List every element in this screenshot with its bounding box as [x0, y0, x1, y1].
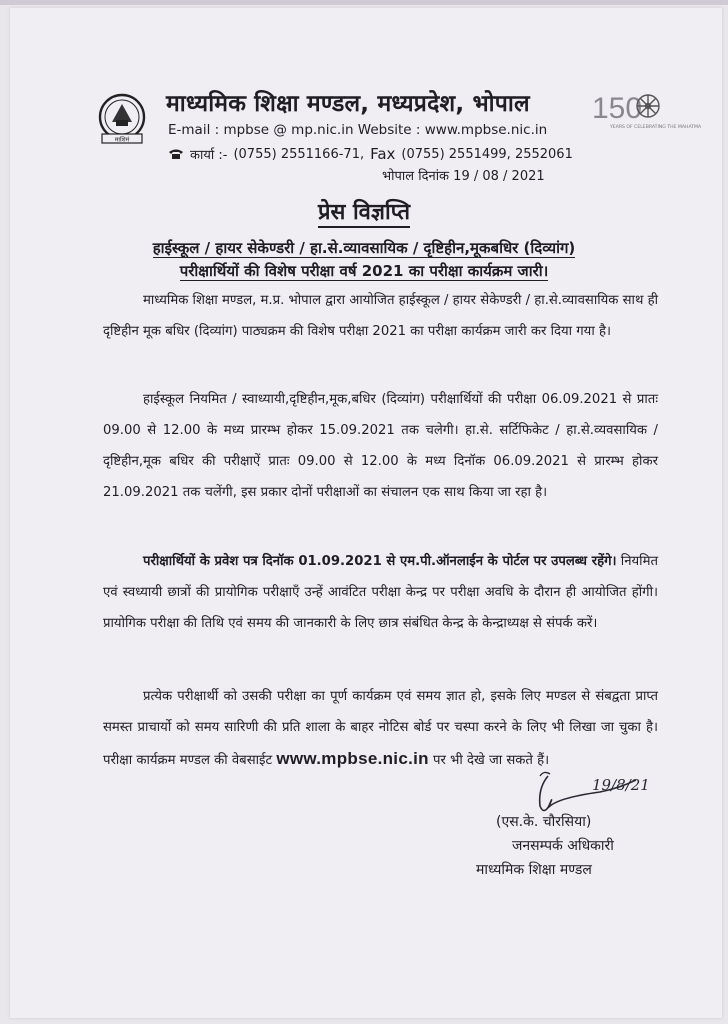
gandhi-150-badge-icon — [590, 88, 702, 146]
paragraph-1: माध्यमिक शिक्षा मण्डल, म.प्र. भोपाल द्वारा आयोजित हाईस्कूल / हायर सेकेण्डरी / हा.से.व्यावसायिक साथ ही दृष्टिहीन मूक बधिर (दिव्यांग) पाठ्यक्रम की विशेष परीक्षा 2021 का परीक्षा कार्यक्रम जारी कर दिया गया है। — [103, 293, 658, 339]
issue-date: भोपाल दिनांक 19 / 08 / 2021 — [382, 169, 545, 184]
website-link[interactable]: www.mpbse.nic.in — [276, 749, 429, 768]
subject-text-1: हाईस्कूल / हायर सेकेण्डरी / हा.से.व्यावसायिक / दृष्टिहीन,मूकबधिर (दिव्यांग) — [152, 239, 576, 257]
page-top-edge — [0, 0, 728, 5]
office-phone-numbers: (0755) 2551166-71, — [233, 146, 365, 162]
org-title: माध्यमिक शिक्षा मण्डल, मध्यप्रदेश, भोपाल — [166, 91, 530, 117]
board-emblem-icon — [96, 92, 148, 146]
fax-label: Fax — [370, 145, 396, 163]
emblem-text: माशिमं — [114, 136, 130, 144]
signatory-org: माध्यमिक शिक्षा मण्डल — [476, 862, 592, 878]
signature-date: 19/8/21 — [592, 776, 650, 794]
badge-number: 150 — [592, 92, 643, 125]
office-phone-label: कार्या :- — [190, 148, 228, 163]
signatory-title: जनसम्पर्क अधिकारी — [512, 838, 614, 854]
badge-caption: YEARS OF CELEBRATING THE MAHATMA — [610, 125, 702, 130]
press-release-heading — [0, 196, 728, 226]
timetable-notice-end: पर भी देखे जा सकते हैं। — [428, 753, 550, 768]
paragraph-3 — [103, 546, 658, 639]
signatory-name: (एस.के. चौरसिया) — [496, 814, 592, 830]
paragraph-4 — [103, 681, 658, 776]
timetable-notice: प्रत्येक परीक्षार्थी को उसकी परीक्षा का पूर्ण कार्यक्रम एवं समय ज्ञात हो, इसके लिए मण्डल से संबद्वता प्राप्त समस्त प्राचार्यो को समय सारिणी की प्रति शाला के बाहर नोटिस बोर्ड पर चस्पा करने के लिए भी लिखा जा चुका है। परीक्षा कार्यक्रम मण्डल की वेबसाईट — [103, 689, 658, 768]
telephone-icon — [168, 148, 184, 160]
phone-line — [168, 145, 573, 163]
fax-numbers: (0755) 2551499, 2552061 — [401, 146, 573, 162]
paragraph-2: हाईस्कूल नियमित / स्वाध्यायी,दृष्टिहीन,मूक,बधिर (दिव्यांग) परीक्षार्थियों की परीक्षा 06.09.2021 से प्रातः 09.00 से 12.00 के मध्य प्रारम्भ होकर 15.09.2021 तक चलेगी। हा.से. सर्टिफिकेट / हा.से.व्यवसायिक / दृष्टिहीन,मूक बधिर की परीक्षाऐं प्रातः 09.00 से 12.00 के मध्य दिनॉक 06.09.2021 से प्रारम्भ होकर 21.09.2021 तक चलेंगी, इस प्रकार दोनों परीक्षाओं का संचालन एक साथ किया जा रहा है। — [103, 392, 658, 500]
subject-line-1 — [0, 238, 728, 258]
contact-line: E-mail : mpbse @ mp.nic.in Website : www.mpbse.nic.in — [168, 122, 548, 138]
practical-exam-notice: नियमित एवं स्वध्यायी छात्रों की प्रायोगिक परीक्षाएँ उन्हें आवंटित परीक्षा केन्द्र पर परीक्षा अवधि के दौरान ही आयोजित होंगी। प्रायोगिक परीक्षा की तिथि एवं समय की जानकारी के लिए छात्र संबंधित केन्द्र के केन्द्राध्यक्ष से संपर्क करें। — [103, 554, 658, 631]
subject-line-2 — [0, 261, 728, 281]
admit-card-notice: परीक्षार्थियों के प्रवेश पत्र दिनॉक 01.09.2021 से एम.पी.ऑनलाईन के पोर्टल पर उपलब्ध रहेंगे। — [143, 554, 617, 569]
subject-text-2: परीक्षार्थियों की विशेष परीक्षा वर्ष 2021 का परीक्षा कार्यक्रम जारी। — [179, 262, 549, 280]
press-release-title: प्रेस विज्ञप्ति — [318, 200, 410, 228]
